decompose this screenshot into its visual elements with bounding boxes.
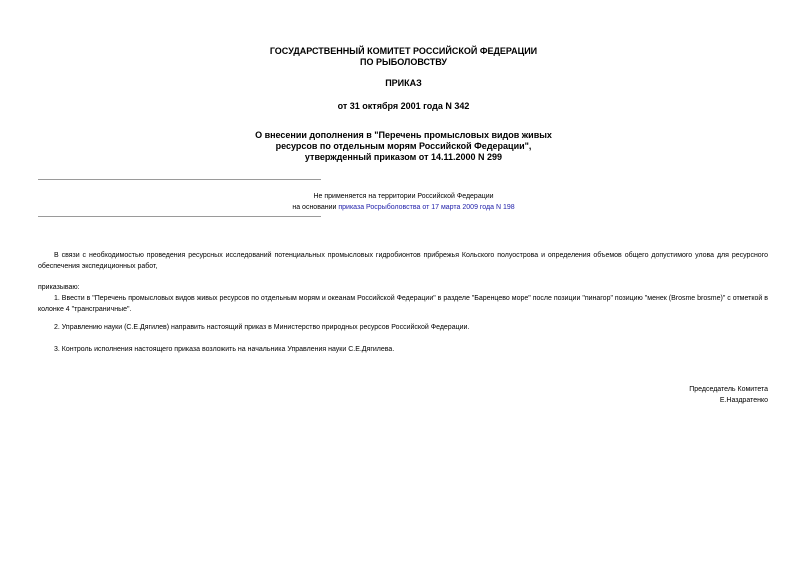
divider-top xyxy=(38,179,321,180)
status-note-prefix: на основании xyxy=(292,204,339,211)
order-item-3: 3. Контроль исполнения настоящего приказа возложить на начальника Управления науки С.Е.Дягилева. xyxy=(54,346,395,353)
signatory-name: Е.Наздратенко xyxy=(719,397,768,404)
divider-bottom xyxy=(38,216,321,217)
status-note xyxy=(0,191,807,213)
issuing-authority xyxy=(0,46,807,68)
repeal-order-link[interactable]: приказа Росрыболовства от 17 марта 2009 года N 198 xyxy=(338,204,515,211)
authority-line-2: ПО РЫБОЛОВСТВУ xyxy=(359,57,448,67)
preamble-paragraph: В связи с необходимостью проведения ресурсных исследований потенциальных промысловых гидробионтов прибрежья Кольского полуострова и определения объемов общего допустимого улова для ресурсного обеспечения экспедиционных работ, xyxy=(38,252,768,270)
orders-intro: приказываю: xyxy=(38,284,80,291)
order-item-2: 2. Управлению науки (С.Е.Дягилев) направить настоящий приказ в Министерство природных ресурсов Российской Федерации. xyxy=(54,324,470,331)
status-note-line-2 xyxy=(0,202,807,213)
authority-line-1: ГОСУДАРСТВЕННЫЙ КОМИТЕТ РОССИЙСКОЙ ФЕДЕРАЦИИ xyxy=(269,46,538,56)
document-title xyxy=(0,130,807,163)
title-line-1: О внесении дополнения в "Перечень промысловых видов живых xyxy=(255,130,552,140)
document-type: ПРИКАЗ xyxy=(385,78,422,88)
document-date-number: от 31 октября 2001 года N 342 xyxy=(337,101,470,111)
signatory-position: Председатель Комитета xyxy=(689,386,768,393)
status-note-line-1: Не применяется на территории Российской Федерации xyxy=(313,193,494,200)
title-line-3: утвержденный приказом от 14.11.2000 N 299 xyxy=(304,152,503,162)
signature-block xyxy=(689,384,768,406)
order-item-1: 1. Ввести в "Перечень промысловых видов живых ресурсов по отдельным морям и океанам Российской Федерации" в разделе "Баренцево море" после позиции "пинагор" позицию "менек (Brosme brosme)" с отметкой в колонке 4 "трансграничные". xyxy=(38,295,768,313)
title-line-2: ресурсов по отдельным морям Российской Федерации", xyxy=(275,141,532,151)
